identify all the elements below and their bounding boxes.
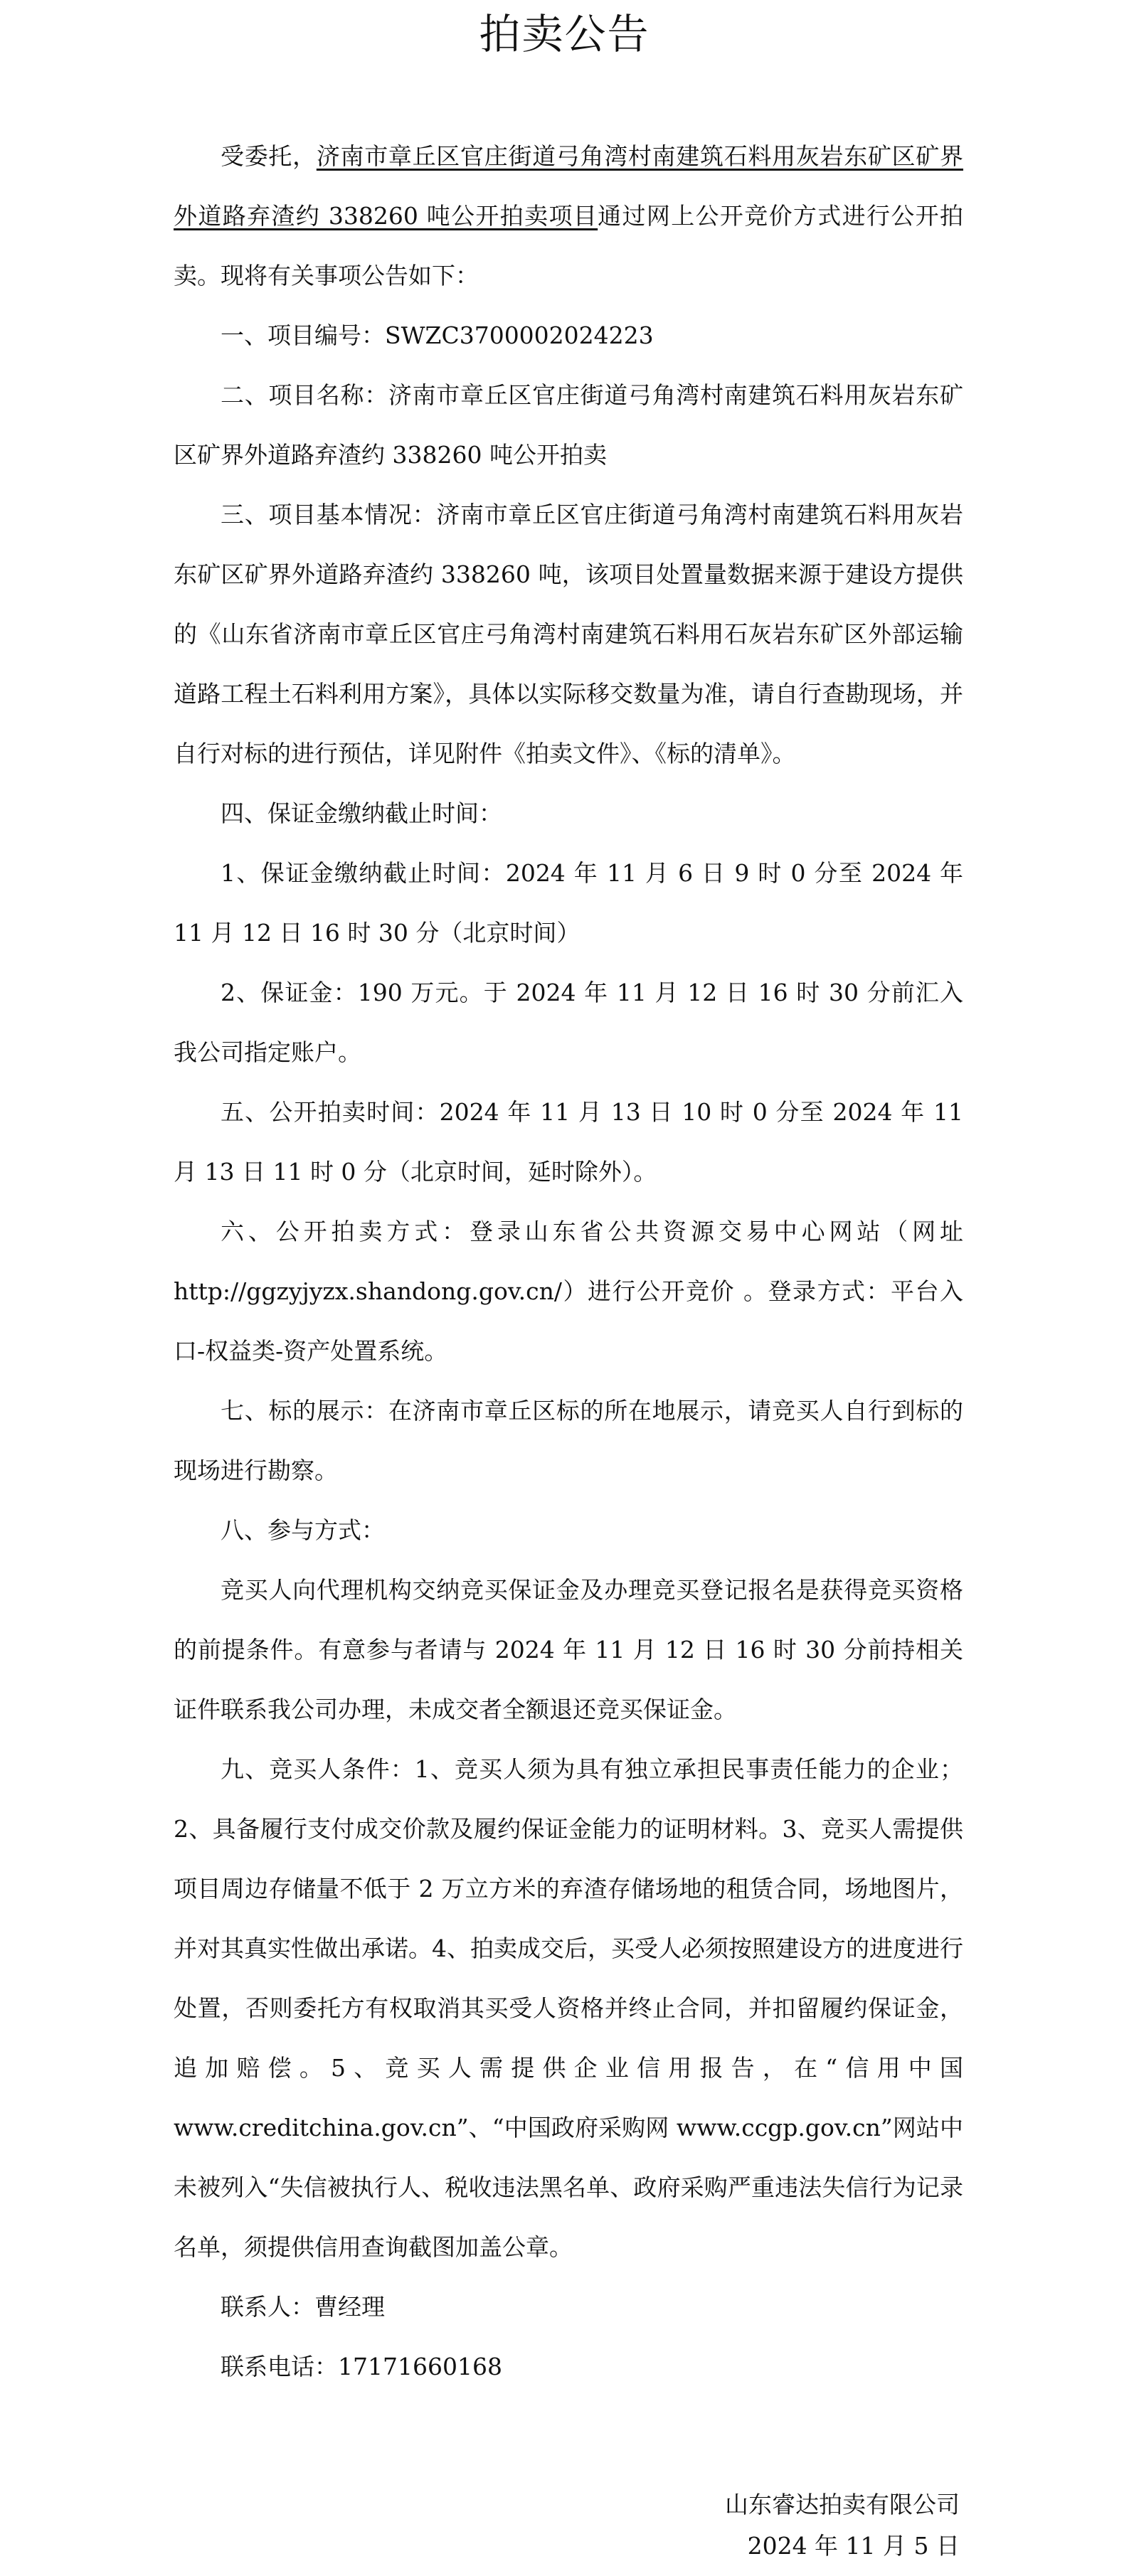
- contact-phone: 联系电话：17171660168: [221, 2353, 502, 2380]
- bidder-conditions: 九、竞买人条件：1、竞买人须为具有独立承担民事责任能力的企业；2、具备履行支付成交价款及履约保证金能力的证明材料。3、竞买人需提供项目周边存储量不低于 2 万立方米的弃渣存储场地的租赁合同，场地图片，并对其真实性做出承诺。4、拍卖成交后，买受人必须按照建设方的进度进行处置，否则委托方有权取消其买受人资格并终止合同，并扣留履约保证金，追加赔偿。5、竞买人需提供企业信用报告，在“信用中国 www.creditchina.gov.cn”、“中国政府采购网 www.ccgp.gov.cn”网站中未被列入“失信被执行人、税收违法黑名单、政府采购严重违法失信行为记录名单，须提供信用查询截图加盖公章。: [174, 1755, 963, 2261]
- participation-body: 竞买人向代理机构交纳竞买保证金及办理竞买登记报名是获得竞买资格的前提条件。有意参与者请与 2024 年 11 月 12 日 16 时 30 分前持相关证件联系我公司办理，未成交者全额退还竞买保证金。: [174, 1576, 963, 1723]
- intro-paragraph: [174, 127, 963, 306]
- announcement-body: [174, 127, 963, 2397]
- participation-heading: 八、参与方式：: [221, 1516, 385, 1544]
- deposit-deadline-heading: 四、保证金缴纳截止时间：: [221, 799, 502, 827]
- signature-date: 2024 年 11 月 5 日: [747, 2532, 960, 2560]
- signature-company: 山东睿达拍卖有限公司: [725, 2491, 960, 2518]
- page-title: 拍卖公告: [479, 10, 650, 58]
- intro-prefix: 受委托，: [221, 142, 317, 170]
- project-name-link: 济南市章丘区官庄街道弓角湾村南建筑石料用灰岩东矿区矿界外道路弃渣约 338260 吨公开拍卖项目: [174, 142, 964, 230]
- intro-suffix: 通过网上公开竞价方式进行公开拍卖。现将有关事项公告如下：: [174, 202, 964, 289]
- deposit-deadline-time: 1、保证金缴纳截止时间：2024 年 11 月 6 日 9 时 0 分至 2024 年 11 月 12 日 16 时 30 分（北京时间）: [174, 859, 963, 947]
- project-number: 一、项目编号：SWZC3700002024223: [221, 321, 654, 349]
- deposit-amount: 2、保证金：190 万元。于 2024 年 11 月 12 日 16 时 30 分前汇入我公司指定账户。: [174, 979, 963, 1066]
- contact-person: 联系人：曹经理: [221, 2293, 385, 2321]
- project-basic-info: 三、项目基本情况：济南市章丘区官庄街道弓角湾村南建筑石料用灰岩东矿区矿界外道路弃渣约 338260 吨，该项目处置量数据来源于建设方提供的《山东省济南市章丘区官庄弓角湾村南建筑石料用石灰岩东矿区外部运输道路工程土石料利用方案》，具体以实际移交数量为准，请自行查勘现场，并自行对标的进行预估，详见附件《拍卖文件》、《标的清单》。: [174, 501, 963, 767]
- project-name: 二、项目名称：济南市章丘区官庄街道弓角湾村南建筑石料用灰岩东矿区矿界外道路弃渣约 338260 吨公开拍卖: [174, 381, 963, 469]
- item-display: 七、标的展示：在济南市章丘区标的所在地展示，请竞买人自行到标的现场进行勘察。: [174, 1397, 963, 1484]
- auction-method: 六、公开拍卖方式：登录山东省公共资源交易中心网站（网址 http://ggzyjyzx.shandong.gov.cn/）进行公开竞价 。登录方式：平台入口-权益类-资产处置系统。: [174, 1218, 963, 1365]
- auction-time: 五、公开拍卖时间：2024 年 11 月 13 日 10 时 0 分至 2024 年 11 月 13 日 11 时 0 分（北京时间，延时除外）。: [174, 1098, 963, 1186]
